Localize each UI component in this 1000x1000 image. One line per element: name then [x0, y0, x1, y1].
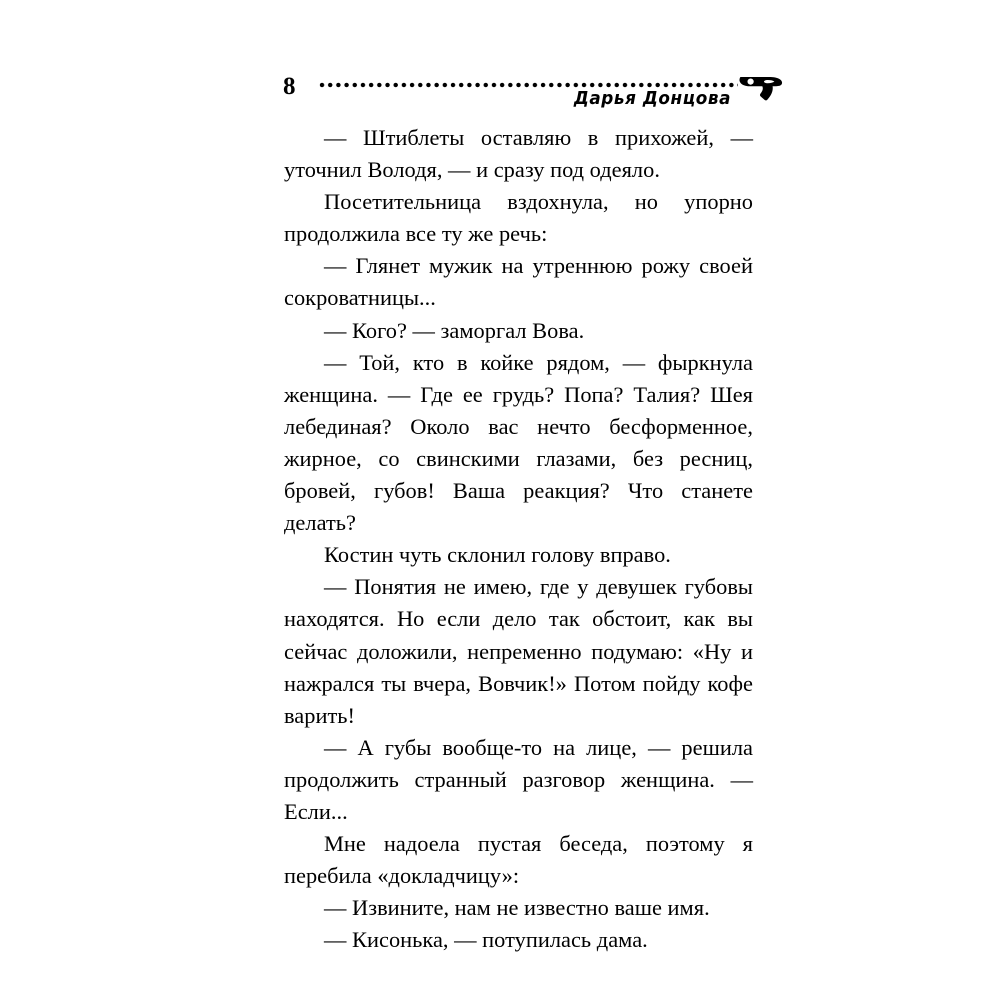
page-number: 8 — [283, 73, 296, 100]
running-head — [283, 68, 753, 114]
paragraph: — Понятия не имею, где у девушек губовы находятся. Но если дело так обстоит, как вы сейчас доложили, непременно подумаю: «Ну и нажрался ты вчера, Вовчик!» Потом пойду кофе варить! — [284, 574, 753, 728]
body-text-column — [284, 122, 753, 956]
paragraph: Мне надоела пустая беседа, поэтому я перебила «докладчицу»: — [284, 831, 753, 889]
paragraph: — Той, кто в койке рядом, — фыркнула женщина. — Где ее грудь? Попа? Талия? Шея лебединая? Около вас нечто бесформенное, жирное, со свинскими глазами, без ресниц, бровей, губов! Ваша реакция? Что станете делать? — [284, 349, 753, 536]
paragraph: Посетительница вздохнула, но упорно продолжила все ту же речь: — [284, 189, 753, 247]
paragraph: — Глянет мужик на утреннюю рожу своей сокроватницы... — [284, 253, 753, 311]
paragraph: — Штиблеты оставляю в прихожей, — уточнил Володя, — и сразу под одеяло. — [284, 125, 753, 183]
gun-icon — [739, 72, 783, 102]
paragraph: — Кисонька, — потупилась дама. — [324, 927, 648, 953]
paragraph: — Извините, нам не известно ваше имя. — [324, 895, 710, 921]
paragraph: — А губы вообще-то на лице, — решила продолжить странный разговор женщина. — Если... — [284, 734, 753, 824]
author-name: Дарья Донцова — [573, 89, 731, 109]
paragraph: Костин чуть склонил голову вправо. — [324, 542, 671, 568]
paragraph: — Кого? — заморгал Вова. — [324, 317, 585, 343]
